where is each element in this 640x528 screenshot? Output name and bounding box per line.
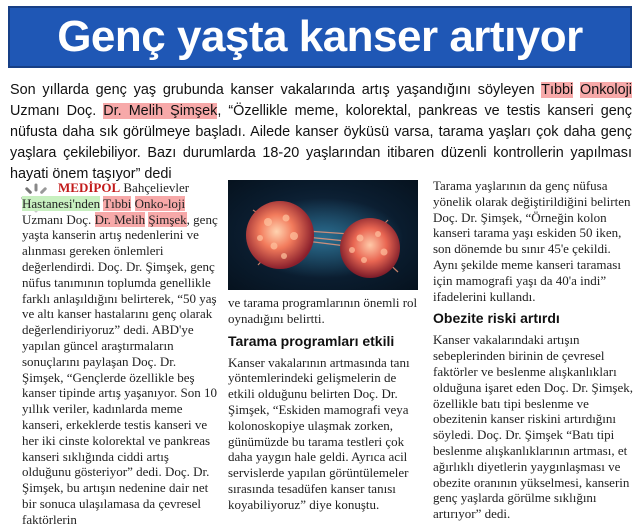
middle-continuation: ve tarama programlarının önemli rol oynadığını belirtti. bbox=[228, 295, 418, 326]
right-body-2: Kanser vakalarındaki artışın sebeplerinden birinin de çevresel faktörler ve beslenme alışkanlıkları olduğuna işaret eden Doç. Dr. Şimşek, özellikle batı tipi beslenme ve obezitenin kanser riskini artırdığını söyledi. Doç. Dr. Şimşek “Batı tipi beslenme alışkanlıklarının artması, et ağırlıklı diyetlerin yaygınlaşması ve obezite oranının yükselmesi, kanserin genç yaşlarda görülme sıklığını artırıyor” dedi. bbox=[433, 332, 634, 522]
right-body-1: Tarama yaşlarının da genç nüfusa yönelik olarak değiştirildiğini belirten Doç. Dr. Şimşek, “Örneğin kolon kanseri tarama yaşı eskiden 50 iken, son dönemde bu sınır 45'e çekildi. Aynı şekilde meme kanseri taraması için mamografi yaşı da 40'a indi” ifadelerini kullandı. bbox=[433, 178, 631, 304]
highlight-loji: loji bbox=[167, 195, 186, 211]
highlight-doctor-name: Dr. Melih bbox=[94, 211, 146, 227]
highlight-onko: Onko- bbox=[134, 195, 168, 211]
left-text: Uzmanı Doç. bbox=[22, 211, 95, 227]
article-column-right bbox=[433, 178, 633, 522]
subheading-screening: Tarama programları etkili bbox=[228, 332, 395, 349]
headline: Genç yaşta kanser artıyor bbox=[57, 12, 583, 61]
cancer-cells-illustration bbox=[228, 180, 418, 290]
headline-banner bbox=[8, 6, 632, 68]
left-body: , genç yaşta kanserin artış nedenlerini ve alınması gereken önlemleri değerlendirdi. Doç. Dr. Şimşek, genç nüfus tanımının toplumda genellikle farklı anlaşıldığını belirterek, “50 yaş ve altı kanser hastalarını genç olarak değerlendiriyoruz” dedi. ABD'ye yapılan güncel araştırmaların sonuçlarını paylaşan Doç. Dr. Şimşek, “Gençlerde özellikle beş kanser tipinde artış yaşanıyor. Son 10 yıllık veriler, kadınlarda meme kanseri, erkeklerde testis kanseri ve her iki cinste kolorektal ve pankreas kanseri sıklığında ciddi artış olduğunu gösteriyor” dedi. Doç. Dr. Şimşek, bu artışın nedenine dair net bir sonuca ulaşılamasa da çevresel faktörlerin bbox=[22, 211, 218, 527]
highlight-hospital: Hastanesi'nden bbox=[22, 195, 101, 211]
medipol-brand: MEDİPOL bbox=[58, 180, 121, 195]
middle-body: Kanser vakalarının artmasında tanı yöntemlerindeki gelişmelerin de etkili olduğunu belirten Doç. Dr. Şimşek, “Eskiden mamografi veya kolonoskopiye ulaşmak zorken, günümüzde bu tarama testleri çok daha yaygın hale geldi. Ayrıca acil servislerde yapılan görüntülemeler sırasında tesadüfen kanser tanısı koyabiliyoruz” diye konuştu. bbox=[228, 354, 410, 512]
left-column-text bbox=[22, 180, 218, 528]
lede-text: Son yıllarda genç yaş grubunda kanser vakalarında artış yaşandığını söyleyen bbox=[10, 82, 542, 98]
subheading-obesity: Obezite riski artırdı bbox=[433, 310, 560, 327]
article-column-left bbox=[22, 180, 218, 528]
left-text: Bahçelievler bbox=[120, 180, 190, 195]
lede-text: , “Özellikle meme, kolorektal, pankreas ve testis kanseri genç nüfusta daha sık görülmeye başladı. Ailede kanser öyküsü varsa, tarama yaşları çok daha genç yaşlara çekilebiliyor. Bazı durumlarda 18-20 yaşlarından itibaren düzenli kontrollerin yapılması hayati önem taşıyor” dedi bbox=[10, 103, 632, 182]
highlight-tibbi: Tıbbi bbox=[103, 195, 132, 211]
lede-text bbox=[573, 82, 580, 98]
article-column-middle bbox=[228, 295, 418, 513]
highlight-doctor-name: Dr. Melih Şimşek bbox=[103, 103, 218, 119]
highlight-tibbi: Tıbbi bbox=[541, 82, 574, 98]
highlight-onkoloji: Onkoloji bbox=[580, 82, 632, 98]
highlight-doctor-surname: Şimşek bbox=[148, 211, 187, 227]
lede-paragraph bbox=[10, 80, 632, 185]
cancer-cells-photo bbox=[228, 180, 418, 290]
lede-text: Uzmanı Doç. bbox=[10, 103, 104, 119]
